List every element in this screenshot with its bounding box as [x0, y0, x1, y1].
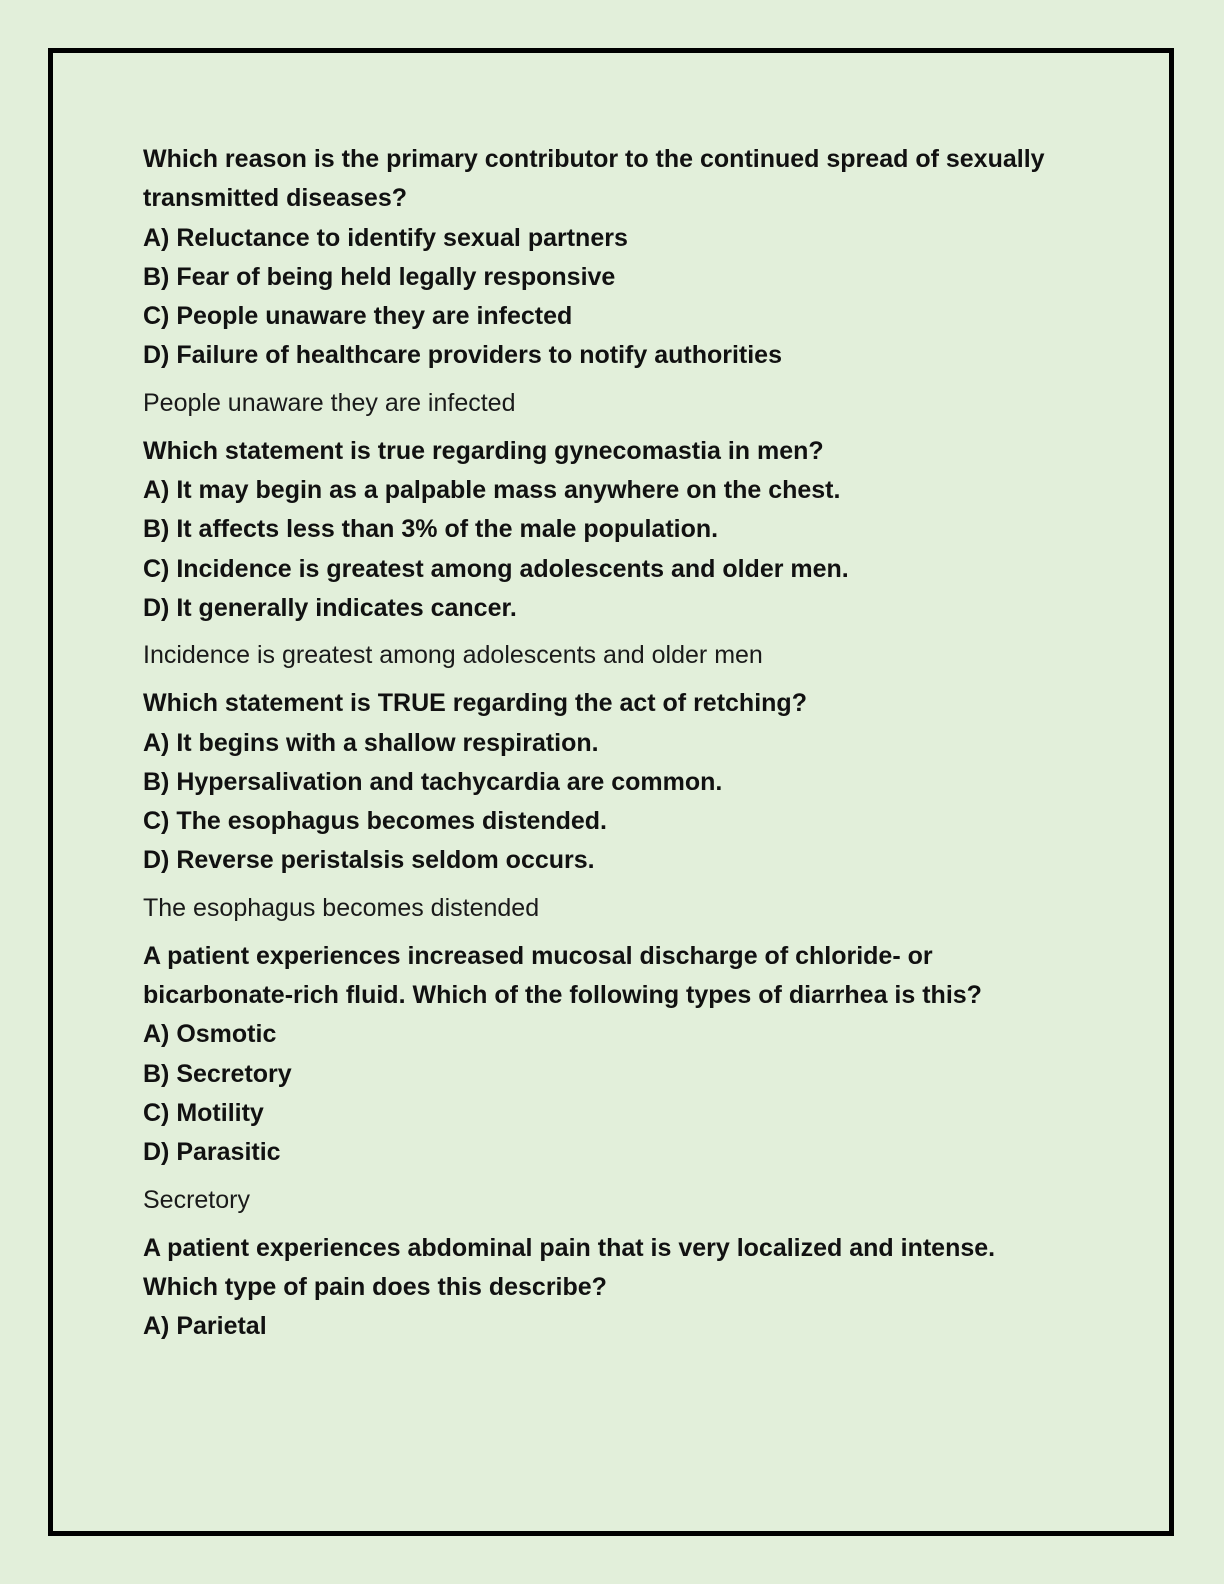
answer-option: D) Reverse peristalsis seldom occurs.: [143, 846, 595, 875]
answer-option: D) It generally indicates cancer.: [143, 593, 517, 622]
answer-option: C) The esophagus becomes distended.: [143, 807, 607, 836]
document-content: [143, 140, 1103, 1346]
question-block: [143, 432, 1103, 670]
answer-option: A) It begins with a shallow respiration.: [143, 728, 599, 757]
correct-answer: Incidence is greatest among adolescents and older men: [143, 641, 763, 670]
question-text-line: A patient experiences increased mucosal discharge of chloride- or: [143, 941, 933, 970]
answer-option: B) Fear of being held legally responsive: [143, 262, 616, 291]
question-text-line: Which reason is the primary contributor to the continued spread of sexually: [143, 145, 1045, 173]
question-block: [143, 1229, 1103, 1347]
answer-option: A) Reluctance to identify sexual partners: [143, 223, 628, 252]
question-block: [143, 937, 1103, 1215]
answer-option: D) Parasitic: [143, 1138, 281, 1167]
answer-option: A) Osmotic: [143, 1020, 277, 1049]
answer-option: B) Hypersalivation and tachycardia are common.: [143, 767, 723, 796]
answer-option: B) Secretory: [143, 1059, 292, 1088]
question-block: [143, 140, 1103, 418]
answer-option: C) Incidence is greatest among adolescents and older men.: [143, 554, 849, 583]
answer-option: C) People unaware they are infected: [143, 302, 573, 331]
correct-answer: Secretory: [143, 1185, 250, 1214]
question-text-line: Which statement is TRUE regarding the act of retching?: [143, 689, 807, 718]
correct-answer: People unaware they are infected: [143, 388, 516, 417]
answer-option: A) It may begin as a palpable mass anywhere on the chest.: [143, 476, 841, 505]
question-block: [143, 684, 1103, 922]
question-text-line: transmitted diseases?: [143, 184, 407, 213]
answer-option: D) Failure of healthcare providers to notify authorities: [143, 341, 782, 370]
question-text-line: Which type of pain does this describe?: [143, 1272, 607, 1301]
answer-option: B) It affects less than 3% of the male population.: [143, 515, 719, 544]
correct-answer: The esophagus becomes distended: [143, 893, 540, 922]
answer-option: A) Parietal: [143, 1312, 267, 1341]
question-text-line: A patient experiences abdominal pain that is very localized and intense.: [143, 1233, 996, 1262]
question-text-line: bicarbonate-rich fluid. Which of the following types of diarrhea is this?: [143, 981, 982, 1010]
answer-option: C) Motility: [143, 1098, 264, 1127]
question-text-line: Which statement is true regarding gynecomastia in men?: [143, 436, 824, 465]
